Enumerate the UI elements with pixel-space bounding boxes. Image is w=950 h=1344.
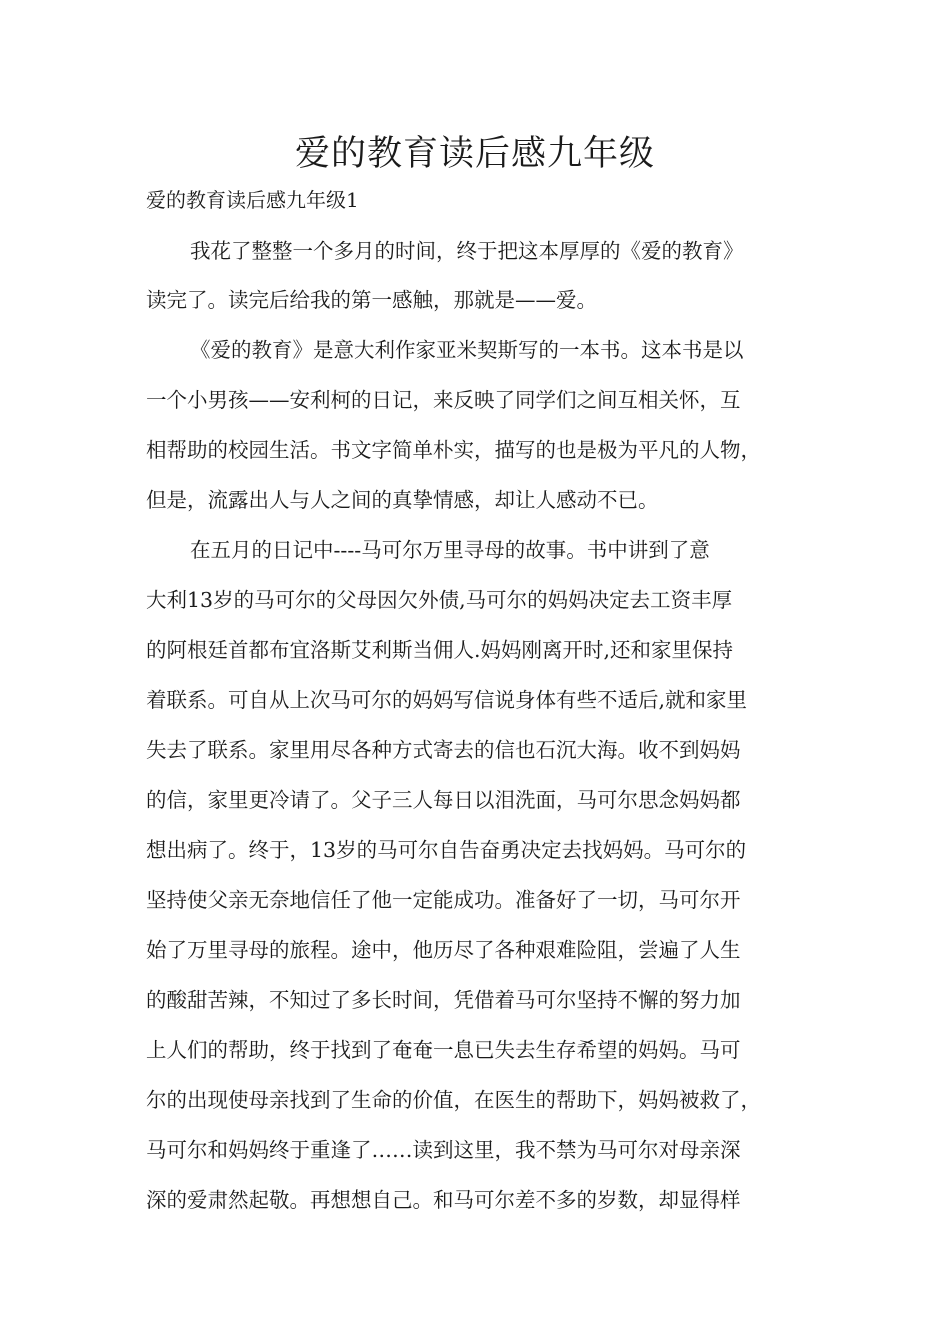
body-line: 马可尔和妈妈终于重逢了……读到这里，我不禁为马可尔对母亲深 [146, 1138, 741, 1162]
document-title: 爱的教育读后感九年级 [294, 134, 655, 174]
body-line: 的阿根廷首都布宜洛斯艾利斯当佣人.妈妈刚离开时,还和家里保持 [146, 638, 734, 662]
body-line: 我花了整整一个多月的时间，终于把这本厚厚的《爱的教育》 [190, 239, 744, 263]
body-line: 相帮助的校园生活。书文字简单朴实，描写的也是极为平凡的人物， [146, 438, 761, 462]
body-line: 着联系。可自从上次马可尔的妈妈写信说身体有些不适后,就和家里 [146, 688, 748, 712]
body-line: 的酸甜苦辣，不知过了多长时间，凭借着马可尔坚持不懈的努力加 [146, 988, 741, 1012]
body-line: 深的爱肃然起敬。再想想自己。和马可尔差不多的岁数，却显得样 [146, 1188, 741, 1212]
body-line: 读完了。读完后给我的第一感触，那就是——爱。 [146, 288, 597, 312]
body-line: 想出病了。终于，13岁的马可尔自告奋勇决定去找妈妈。马可尔的 [146, 838, 747, 862]
body-line: 大利13岁的马可尔的父母因欠外债,马可尔的妈妈决定去工资丰厚 [146, 588, 733, 612]
body-line: 但是，流露出人与人之间的真挚情感，却让人感动不已。 [146, 488, 659, 512]
body-line: 上人们的帮助，终于找到了奄奄一息已失去生存希望的妈妈。马可 [146, 1038, 741, 1062]
body-line: 《爱的教育》是意大利作家亚米契斯写的一本书。这本书是以 [190, 338, 744, 362]
document-subtitle: 爱的教育读后感九年级1 [146, 188, 359, 212]
body-line: 一个小男孩——安利柯的日记，来反映了同学们之间互相关怀，互 [146, 388, 741, 412]
body-line: 坚持使父亲无奈地信任了他一定能成功。准备好了一切，马可尔开 [146, 888, 741, 912]
body-line: 始了万里寻母的旅程。途中，他历尽了各种艰难险阻，尝遍了人生 [146, 938, 741, 962]
body-line: 的信，家里更冷请了。父子三人每日以泪洗面，马可尔思念妈妈都 [146, 788, 741, 812]
body-line: 失去了联系。家里用尽各种方式寄去的信也石沉大海。收不到妈妈 [146, 738, 741, 762]
body-line: 在五月的日记中----马可尔万里寻母的故事。书中讲到了意 [190, 538, 710, 562]
body-line: 尔的出现使母亲找到了生命的价值，在医生的帮助下，妈妈被救了， [146, 1088, 761, 1112]
